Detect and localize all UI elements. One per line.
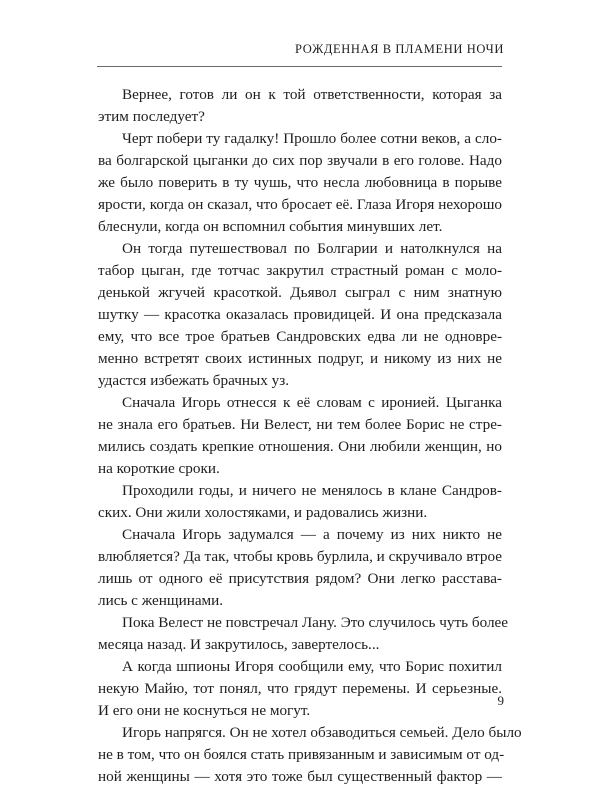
text-line: ва болгарской цыганки до сих пор звучали в его голове. Надо	[98, 152, 502, 169]
body-text	[98, 84, 522, 788]
text-line: Вернее, готов ли он к той ответственности, которая за	[122, 86, 502, 103]
text-line: ему, что все трое братьев Сандровских едва ли не одновре-	[98, 328, 502, 345]
header-divider	[97, 66, 502, 67]
text-line: влюбляется? Да так, чтобы кровь бурлила, и скручивало втрое	[98, 548, 503, 565]
text-line: лишь от одного её присутствия рядом? Они легко расстава-	[98, 570, 502, 587]
text-line: ярости, когда он сказал, что бросает её. Глаза Игоря нехорошо	[98, 196, 502, 213]
text-line: шутку — красотка оказалась провидицей. И она предсказала	[98, 306, 502, 323]
text-line: денькой жгучей красоткой. Дьявол сыграл с ним знатную	[98, 284, 502, 301]
text-line: на короткие сроки.	[98, 460, 220, 477]
text-line: блеснули, когда он вспомнил события минувших лет.	[98, 218, 443, 235]
text-line: не знала его братьев. Ни Велест, ни тем более Борис не стре-	[98, 416, 502, 433]
text-line: некую Майю, тот понял, что грядут перемены. И серьезные.	[98, 680, 502, 697]
text-line: Сначала Игорь задумался — а почему из них никто не	[122, 526, 502, 543]
text-line: мились создать крепкие отношения. Они любили женщин, но	[98, 438, 502, 455]
text-line: удастся избежать брачных уз.	[98, 372, 289, 389]
text-line: менно встретят своих истинных подруг, и никому из них не	[98, 350, 502, 367]
text-line: И его они не коснуться не могут.	[98, 702, 311, 719]
text-line: Проходили годы, и ничего не менялось в клане Сандров-	[122, 482, 502, 499]
text-line: ной женщины — хотя это тоже был существенный фактор —	[98, 768, 502, 785]
text-line: лись с женщинами.	[98, 592, 224, 609]
text-line: месяца назад. И закрутилось, завертелось...	[98, 636, 380, 653]
text-line: Игорь напрягся. Он не хотел обзаводиться семьей. Дело было	[122, 724, 522, 741]
text-line: же было поверить в ту чушь, что несла любовница в порыве	[98, 174, 502, 191]
text-line: Черт побери ту гадалку! Прошло более сотни веков, а сло-	[122, 130, 502, 147]
text-line: Он тогда путешествовал по Болгарии и натолкнулся на	[122, 240, 502, 257]
text-line: не в том, что он боялся стать привязанным и зависимым от од-	[98, 746, 505, 763]
text-line: А когда шпионы Игоря сообщили ему, что Борис похитил	[122, 658, 502, 675]
text-line: табор цыган, где тотчас закрутил страстный роман с моло-	[98, 262, 502, 279]
text-line: Пока Велест не повстречал Лану. Это случилось чуть более	[122, 614, 509, 631]
text-line: ских. Они жили холостяками, и радовались жизни.	[98, 504, 428, 521]
text-line: этим последует?	[98, 108, 205, 125]
running-head-title: РОЖДЕННАЯ В ПЛАМЕНИ НОЧИ	[295, 42, 504, 56]
page-number: 9	[497, 693, 504, 708]
text-line: Сначала Игорь отнесся к её словам с иронией. Цыганка	[122, 394, 502, 411]
